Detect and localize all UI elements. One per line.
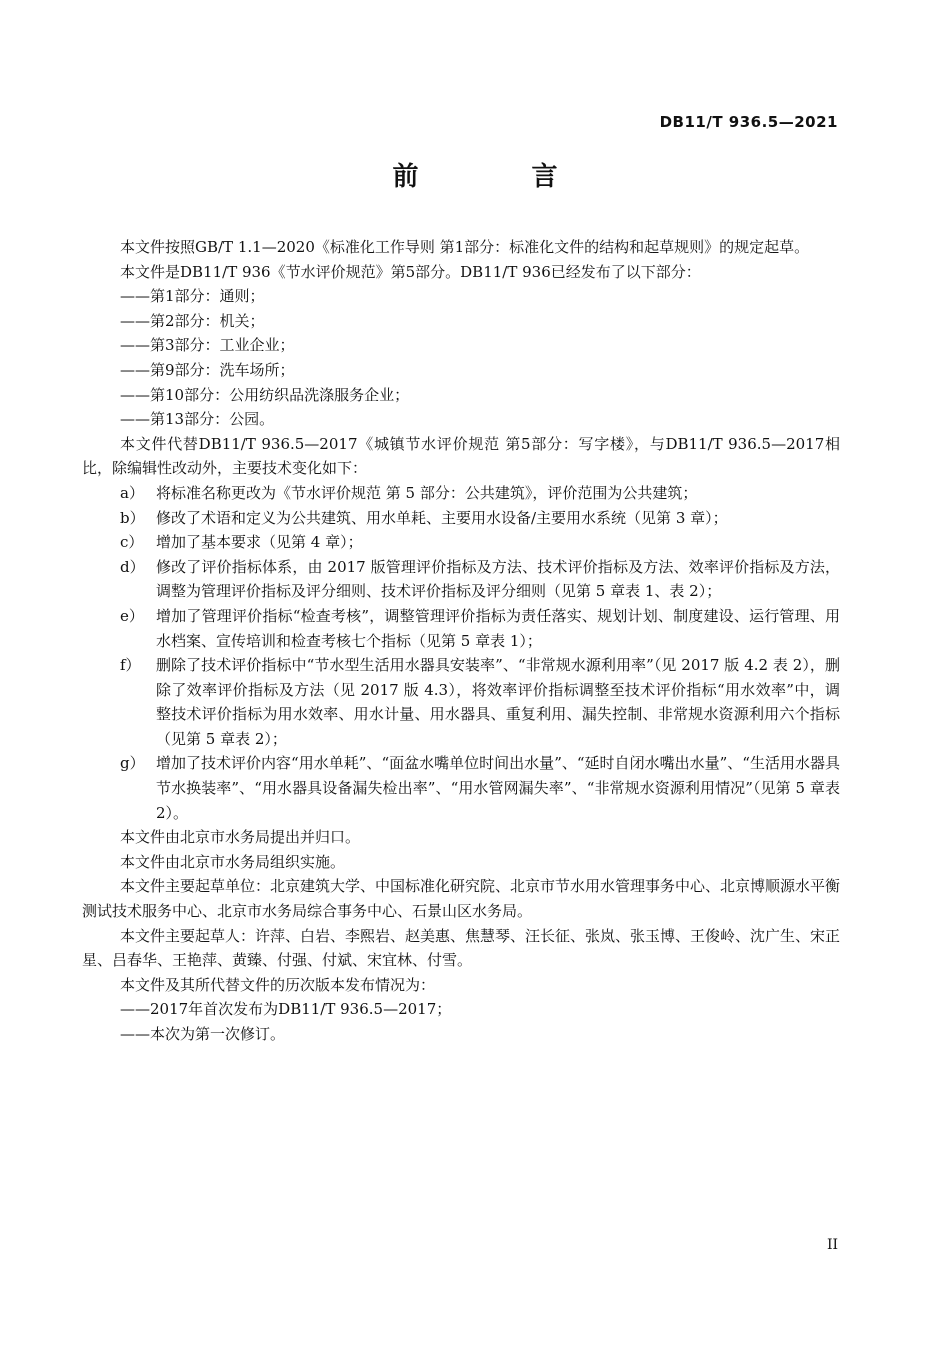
page-number: II [826,1237,838,1253]
change-text: 增加了技术评价内容“用水单耗”、“面盆水嘴单位时间出水量”、“延时自闭水嘴出水量”、“生活用水器具节水换装率”、“用水器具设备漏失检出率”、“用水管网漏失率”、“非常规水资源利用情况”（见第 5 章表 2）。 [156,754,840,822]
list-item-change [82,751,840,825]
page-title: 前 言 [392,162,610,192]
list-item-part: ——第13部分：公园。 [120,410,275,429]
document-code: DB11/T 936.5—2021 [659,113,838,131]
paragraph-series-intro: 本文件是DB11/T 936《节水评价规范》第5部分。DB11/T 936已经发布了以下部分： [120,262,701,281]
list-item-part: ——第10部分：公用纺织品洗涤服务企业； [120,385,410,404]
paragraph-drafting-basis: 本文件按照GB/T 1.1—2020《标准化工作导则 第1部分：标准化文件的结构和起草规则》的规定起草。 [120,238,810,256]
change-text: 删除了技术评价指标中“节水型生活用水器具安装率”、“非常规水源利用率”（见 2017 版 4.2 表 2），删除了效率评价指标及方法（见 2017 版 4.3），将效率评价指标调整至技术评价指标“用水效率”中，调整技术评价指标为用水效率、用水计量、用水器具、重复利用、漏失控制、非常规水资源利用六个指标（见第 5 章表 2）； [156,656,840,748]
list-item-change [82,555,840,604]
paragraph-drafting-units: 本文件主要起草单位：北京建筑大学、中国标准化研究院、北京市节水用水管理事务中心、北京博顺源水平衡测试技术服务中心、北京市水务局综合事务中心、石景山区水务局。 [82,877,841,921]
change-text: 修改了评价指标体系，由 2017 版管理评价指标及方法、技术评价指标及方法、效率评价指标及方法，调整为管理评价指标及评分细则、技术评价指标及评分细则（见第 5 章表 1、表 2）； [156,557,840,601]
change-label: d） [120,557,145,576]
list-item-history: ——2017年首次发布为DB11/T 936.5—2017； [120,1000,452,1019]
paragraph-replacement: 本文件代替DB11/T 936.5—2017《城镇节水评价规范 第5部分：写字楼》，与DB11/T 936.5—2017相比，除编辑性改动外，主要技术变化如下： [82,434,840,478]
change-text: 增加了基本要求（见第 4 章）； [156,533,363,552]
paragraph-implementer: 本文件由北京市水务局组织实施。 [120,852,346,871]
change-text: 修改了术语和定义为公共建筑、用水单耗、主要用水设备/主要用水系统（见第 3 章）； [156,508,728,527]
change-label: b） [120,508,145,527]
list-item-part: ——第9部分：洗车场所； [120,360,295,379]
list-item-part: ——第2部分：机关； [120,311,265,330]
list-item-change [82,481,840,506]
list-item-change [82,653,840,751]
change-label: e） [120,606,144,625]
document-body [82,235,840,1047]
change-label: c） [120,533,144,552]
list-item-part: ——第3部分：工业企业； [120,336,295,355]
paragraph-drafters: 本文件主要起草人：许萍、白岩、李熙岩、赵美惠、焦慧琴、汪长征、张岚、张玉博、王俊岭、沈广生、宋正星、吕春华、王艳萍、黄臻、付强、付斌、宋宜林、付雪。 [82,926,841,970]
list-item-change [82,530,840,555]
list-item-part: ——第1部分：通则； [120,287,265,306]
change-label: a） [120,483,144,502]
change-label: g） [120,754,145,773]
paragraph-proposer: 本文件由北京市水务局提出并归口。 [120,828,361,847]
paragraph-history-intro: 本文件及其所代替文件的历次版本发布情况为： [120,975,436,994]
change-label: f） [120,656,141,675]
list-item-change [82,506,840,531]
list-item-history: ——本次为第一次修订。 [120,1025,286,1043]
change-text: 将标准名称更改为《节水评价规范 第 5 部分：公共建筑》，评价范围为公共建筑； [156,483,698,502]
list-item-change [82,604,840,653]
change-text: 增加了管理评价指标“检查考核”，调整管理评价指标为责任落实、规划计划、制度建设、运行管理、用水档案、宣传培训和检查考核七个指标（见第 5 章表 1）； [156,606,840,650]
